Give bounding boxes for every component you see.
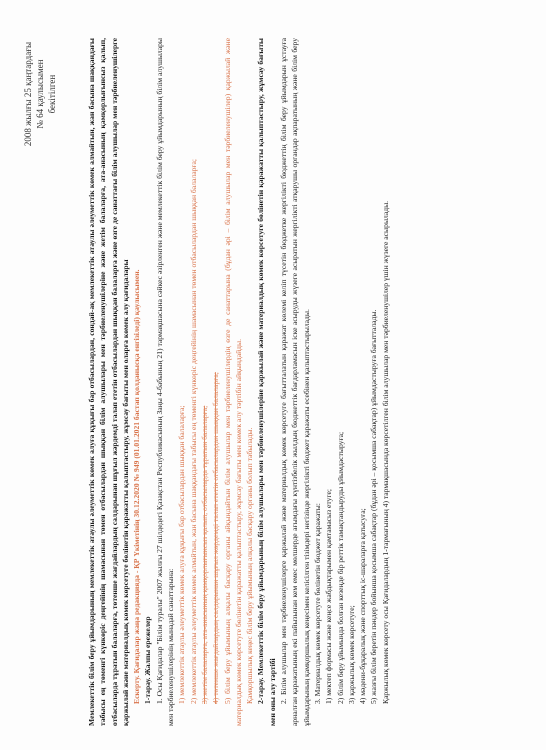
header-line-1: 2008 жылғы 25 қаңтардағы bbox=[23, 42, 33, 147]
paragraph-1: 1. Осы Қағидалар "Білім туралы" 2007 жылғы 27 шілдедегі Қазақстан Республикасының Заңы 4-бабының 21) тармақшасына сәйкес әзірленген және мемлекеттік білім беру ұйымдарының білім алушылары мен тәрбиеленушілерінің мынадай санаттарына: bbox=[154, 38, 176, 726]
material-item-5: 5) жазғы білім беретін пәндер бойынша қосымша сабақтар (бұдан әрі – қосымша сабақтар) ұйымдастыруға бағытталады. bbox=[369, 309, 379, 704]
list-item-6: Қамқоршылық кеңес білім беру ұйымының алқалы басқару органы болып табылады. bbox=[245, 427, 255, 704]
paragraph-3: 3. Материалдық көмек көрсетуге бөлінетін бюджет қаражаты: bbox=[312, 503, 322, 704]
chapter-2-heading: 2-тарау. Мемлекеттік білім беру ұйымдарының білім алушылары мен тәрбиеленушілеріне қаржылай және материалдық көмек көрсетуге бөлінетін қаражатты қалыптастыру, жұмсау бағыты мен оны алу тәртібі bbox=[256, 38, 277, 726]
document-title: Мемлекеттік білім беру ұйымдарының мемлекеттік атаулы әлеуметтік көмек алуға құқығы бар отбасылардан, сондай-ақ мемлекеттік атаулы әлеуметтік көмек алмайтын, жан басына шаққандағы табысы ең төменгі күнкөріс деңгейінің шамасынан төмен отбасылардан шыққан білім алушылары мен тәрбиеленушілеріне және жетім балаларға, ата-анасының қамқорлығынсыз қалып, отбасыларда тұратын балаларға, төтенше жағдайлардың салдарынан шұғыл жәрдемді талап ететін отбасылардан шыққан балаларға және өзге де санаттағы білім алушылар мен тәрбиеленушілерге қаржылай және материалдық көмек көрсетуге бөлінетін қаражатты қалыптастыру, жұмсау бағыты мен оларға көмек алу қағидалары bbox=[87, 38, 130, 726]
list-item-4: 4) төтенше жағдайлардың салдарынан шұғыл жәрдемді талап ететін отбасылардан шыққан балаларға; bbox=[211, 372, 221, 704]
list-item-3: 3) жетім балаларға, ата-анасының қамқорлығынсыз қалып, отбасыларда тұратын балаларға; bbox=[199, 405, 209, 704]
list-item-2: 2) мемлекеттік атаулы әлеуметтік көмек алмайтын, жан басына шаққандағы табысы ең төменгі күнкөріс деңгейінің шамасынан төмен отбасылардан шыққан балаларға; bbox=[188, 159, 198, 704]
paragraph-2: 2. Білім алушылар мен тәрбиеленушілерге қаржылай және материалдық көмек көрсетуге бағытталатын қаражат көлемі келіп түсетін бюджетке жергілікті бюджеттің білім беру ұйымдарын ұстауға арналған қаражатының екі пайызынан кем емес мөлшерде ағымдағы күнтізбелік жылдың бюджеттік бағдарламасын іске асыруды жүзеге асыратын жергілікті атқарушы органдар ақпаратының және білім беру ұйымдарының қамқоршылық кеңесімен келісілген тізімдері негізінде жергілікті бюджет қаражаты есебінен қалыптастырылады. bbox=[279, 38, 311, 726]
header-line-2: № 64 қаулысымен bbox=[35, 59, 45, 129]
paragraph-4: Қаржылық көмек көрсету осы Қағидалардың 1-тармағының 4) тармақшасында көрсетілген білім алушылар мен тәрбиеленушілер үшін жүзеге асырылады. bbox=[380, 200, 390, 704]
list-item-1: 1) мемлекеттік атаулы әлеуметтік көмек алуға құқығы бар отбасылардан шыққан балаларға; bbox=[177, 405, 187, 704]
list-item-5: 5) білім беру ұйымының алқалы басқару органы айқындайтын білім алушылар мен тәрбиеленушілердің өзге де санаттарына (бұдан әрі – білім алушылар мен тәрбиеленушілер) қаржылай және материалдық көмек көрсетуге бөлінетін қаражатты қалыптастыру, жұмсау бағыты мен көмек алу тәртібін айқындайды. bbox=[222, 38, 243, 726]
material-item-4: 4) мәдени-бұқаралық және спорттық іс-шараларға қатысуға; bbox=[358, 508, 368, 704]
rotated-document bbox=[14, 32, 534, 732]
chapter-1-heading: 1-тарау. Жалпы ережелер bbox=[143, 616, 153, 704]
header-line-3: бекітілген bbox=[47, 74, 57, 114]
material-item-2: 2) білім беру ұйымында болған кезеңде бір реттік тамақтандыруды ұйымдастыруға; bbox=[335, 431, 345, 704]
document-body bbox=[86, 38, 391, 726]
approval-header bbox=[22, 42, 58, 146]
amendment-note: Ескерту. Қағидалар жаңа редакцияда - ҚР Үкіметінің 30.12.2020 № 949 (01.01.2021 бастап қолданысқа енгізіледі) қаулысымен. bbox=[132, 269, 142, 704]
material-item-1: 1) мектеп формасы және кеңсе жабдықтарымен қамтамасыз етуге; bbox=[324, 489, 334, 704]
material-item-3: 3) қаржылық көмек көрсетуге; bbox=[346, 605, 356, 704]
